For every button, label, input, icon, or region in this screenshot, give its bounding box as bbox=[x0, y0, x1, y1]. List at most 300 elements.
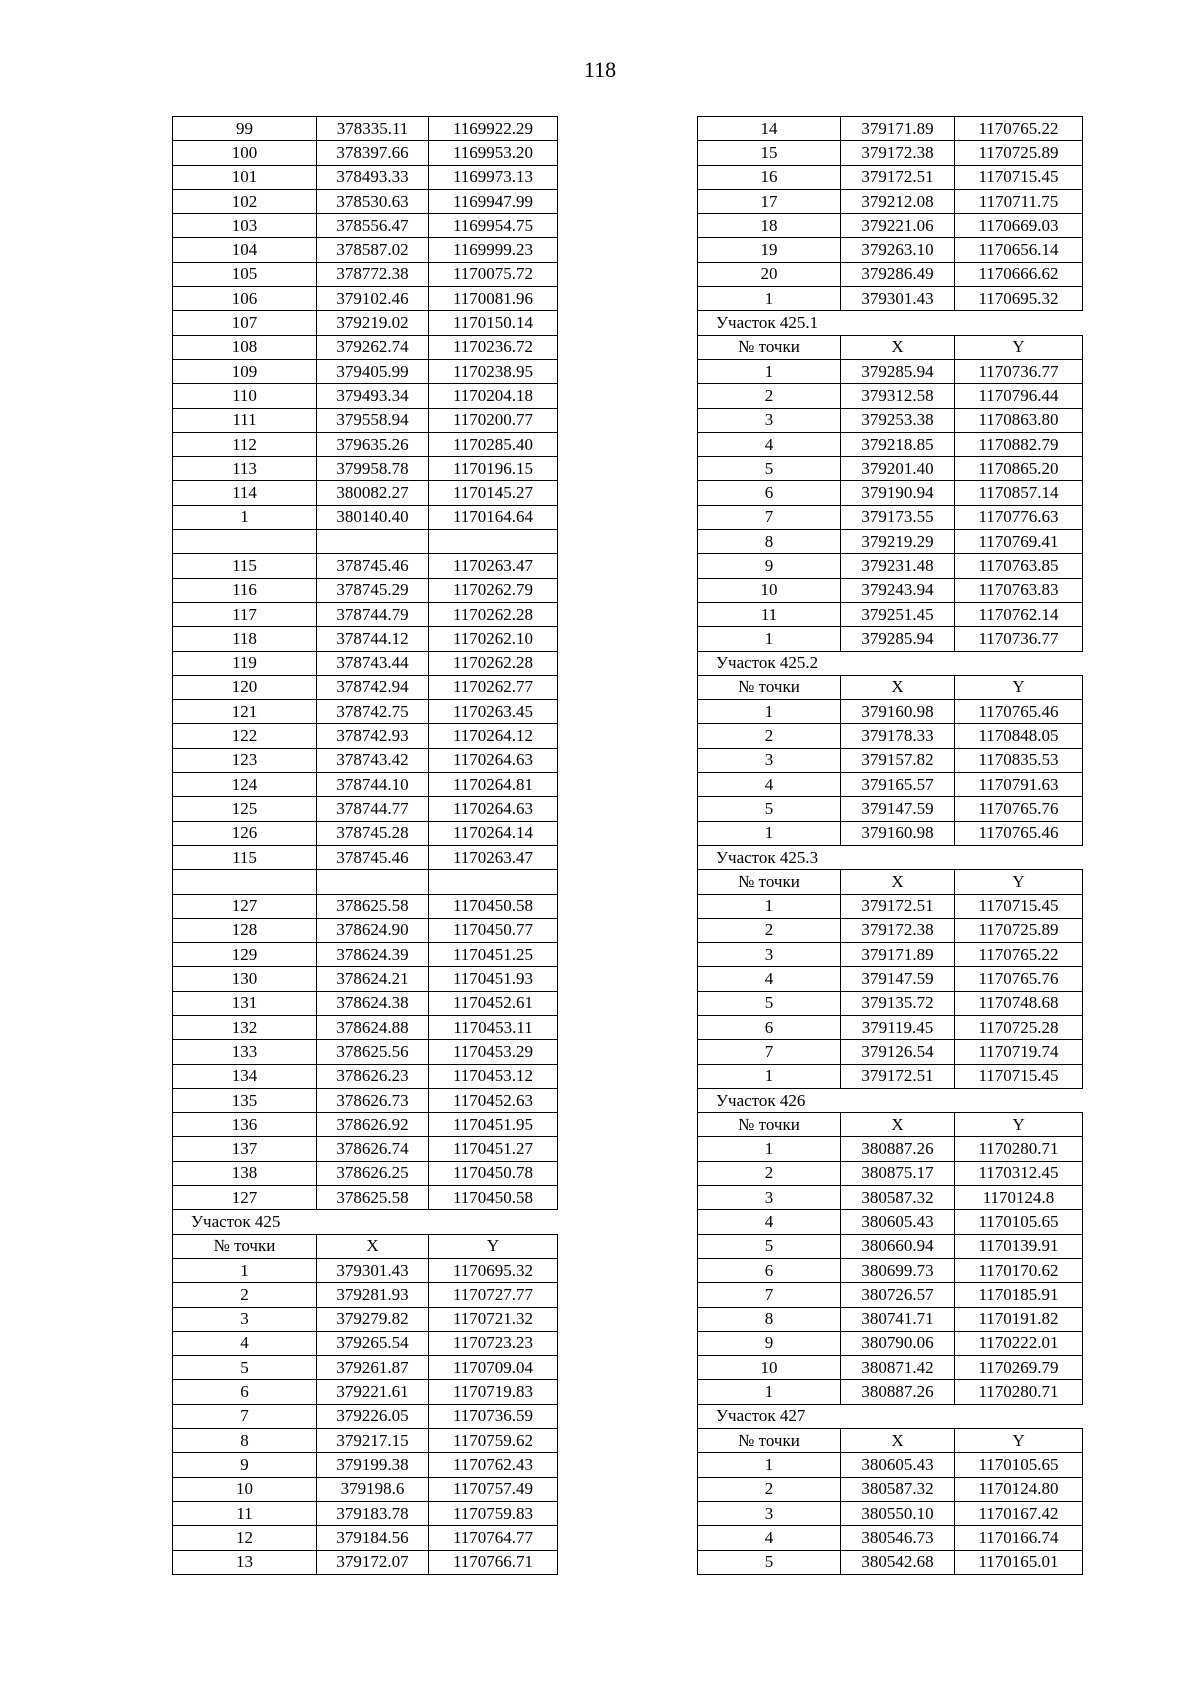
y-coordinate-cell: 1170451.27 bbox=[429, 1137, 558, 1161]
point-number-cell: 3 bbox=[698, 1501, 841, 1525]
y-coordinate-cell: 1170757.49 bbox=[429, 1477, 558, 1501]
y-coordinate-cell: 1170715.45 bbox=[955, 165, 1083, 189]
y-coordinate-cell: 1170263.47 bbox=[429, 554, 558, 578]
x-coordinate-cell: 379184.56 bbox=[317, 1526, 429, 1550]
y-coordinate-cell: 1170453.12 bbox=[429, 1064, 558, 1088]
x-coordinate-cell: 379405.99 bbox=[317, 359, 429, 383]
table-row bbox=[698, 1380, 1083, 1404]
table-row bbox=[698, 870, 1083, 894]
y-coordinate-cell: 1170765.46 bbox=[955, 821, 1083, 845]
table-row bbox=[698, 457, 1083, 481]
y-coordinate-cell: 1170848.05 bbox=[955, 724, 1083, 748]
empty-cell bbox=[841, 311, 955, 335]
point-number-cell: 110 bbox=[173, 384, 317, 408]
section-heading-row bbox=[698, 311, 1083, 335]
table-row bbox=[698, 554, 1083, 578]
point-number-cell: 130 bbox=[173, 967, 317, 991]
x-coordinate-cell: 378493.33 bbox=[317, 165, 429, 189]
y-coordinate-cell: 1170451.25 bbox=[429, 943, 558, 967]
empty-cell bbox=[841, 651, 955, 675]
y-coordinate-cell: 1170759.62 bbox=[429, 1429, 558, 1453]
table-row bbox=[698, 797, 1083, 821]
point-number-cell: 1 bbox=[173, 505, 317, 529]
point-number-cell: 1 bbox=[698, 287, 841, 311]
point-number-cell: 11 bbox=[698, 602, 841, 626]
x-coordinate-cell: 379157.82 bbox=[841, 748, 955, 772]
point-number-cell: 131 bbox=[173, 991, 317, 1015]
x-coordinate-cell: 379265.54 bbox=[317, 1331, 429, 1355]
point-number-cell: 102 bbox=[173, 189, 317, 213]
x-coordinate-cell: 378625.58 bbox=[317, 894, 429, 918]
table-row bbox=[173, 1550, 558, 1574]
point-number-cell: 4 bbox=[698, 1526, 841, 1550]
table-row bbox=[698, 943, 1083, 967]
y-coordinate-cell: 1170185.91 bbox=[955, 1283, 1083, 1307]
y-coordinate-cell: 1170450.78 bbox=[429, 1161, 558, 1185]
y-coordinate-cell: 1170769.41 bbox=[955, 530, 1083, 554]
y-coordinate-cell: 1170882.79 bbox=[955, 432, 1083, 456]
x-coordinate-cell: 379218.85 bbox=[841, 432, 955, 456]
x-coordinate-cell: 379226.05 bbox=[317, 1404, 429, 1428]
table-row bbox=[173, 1113, 558, 1137]
table-row bbox=[173, 943, 558, 967]
y-coordinate-cell: 1170748.68 bbox=[955, 991, 1083, 1015]
table-row bbox=[173, 457, 558, 481]
table-row bbox=[698, 1015, 1083, 1039]
x-coordinate-cell: 380082.27 bbox=[317, 481, 429, 505]
table-row bbox=[698, 991, 1083, 1015]
table-row bbox=[173, 1064, 558, 1088]
y-coordinate-cell: 1169973.13 bbox=[429, 165, 558, 189]
y-coordinate-cell: 1170765.22 bbox=[955, 117, 1083, 141]
x-coordinate-cell: 379160.98 bbox=[841, 700, 955, 724]
x-coordinate-cell: X bbox=[841, 1429, 955, 1453]
y-coordinate-cell: 1170725.28 bbox=[955, 1015, 1083, 1039]
table-row bbox=[173, 530, 558, 554]
x-coordinate-cell: 378624.88 bbox=[317, 1015, 429, 1039]
x-coordinate-cell: 380726.57 bbox=[841, 1283, 955, 1307]
y-coordinate-cell: 1170263.47 bbox=[429, 845, 558, 869]
x-coordinate-cell: 379221.61 bbox=[317, 1380, 429, 1404]
table-row bbox=[173, 311, 558, 335]
y-coordinate-cell: 1170264.63 bbox=[429, 797, 558, 821]
y-coordinate-cell: 1170075.72 bbox=[429, 262, 558, 286]
x-coordinate-cell: 380587.32 bbox=[841, 1186, 955, 1210]
y-coordinate-cell: 1170105.65 bbox=[955, 1210, 1083, 1234]
point-number-cell: 11 bbox=[173, 1501, 317, 1525]
section-heading: Участок 425.1 bbox=[698, 311, 841, 335]
y-coordinate-cell: Y bbox=[955, 675, 1083, 699]
x-coordinate-cell: 379102.46 bbox=[317, 287, 429, 311]
y-coordinate-cell: 1169947.99 bbox=[429, 189, 558, 213]
y-coordinate-cell: 1170105.65 bbox=[955, 1453, 1083, 1477]
table-row bbox=[698, 1331, 1083, 1355]
y-coordinate-cell: 1170451.95 bbox=[429, 1113, 558, 1137]
x-coordinate-cell: 379147.59 bbox=[841, 967, 955, 991]
point-number-cell: 120 bbox=[173, 675, 317, 699]
section-heading-row bbox=[698, 1404, 1083, 1428]
x-coordinate-cell: 379183.78 bbox=[317, 1501, 429, 1525]
table-row bbox=[173, 238, 558, 262]
point-number-cell: 8 bbox=[698, 530, 841, 554]
section-heading-row bbox=[698, 651, 1083, 675]
table-row bbox=[173, 408, 558, 432]
point-number-cell: 127 bbox=[173, 894, 317, 918]
y-coordinate-cell: 1170166.74 bbox=[955, 1526, 1083, 1550]
y-coordinate-cell: Y bbox=[955, 1429, 1083, 1453]
table-row bbox=[698, 384, 1083, 408]
point-number-cell: № точки bbox=[698, 335, 841, 359]
x-coordinate-cell: 379172.38 bbox=[841, 918, 955, 942]
x-coordinate-cell: 378626.23 bbox=[317, 1064, 429, 1088]
y-coordinate-cell: 1169999.23 bbox=[429, 238, 558, 262]
table-row bbox=[173, 214, 558, 238]
x-coordinate-cell: 379217.15 bbox=[317, 1429, 429, 1453]
table-row bbox=[698, 1210, 1083, 1234]
x-coordinate-cell: 378743.42 bbox=[317, 748, 429, 772]
section-heading: Участок 425.2 bbox=[698, 651, 841, 675]
table-row bbox=[173, 748, 558, 772]
table-row bbox=[173, 1429, 558, 1453]
x-coordinate-cell: 380546.73 bbox=[841, 1526, 955, 1550]
x-coordinate-cell: 379160.98 bbox=[841, 821, 955, 845]
point-number-cell: 2 bbox=[698, 1477, 841, 1501]
x-coordinate-cell: X bbox=[841, 335, 955, 359]
y-coordinate-cell: 1170264.14 bbox=[429, 821, 558, 845]
x-coordinate-cell: 379199.38 bbox=[317, 1453, 429, 1477]
x-coordinate-cell: 379172.38 bbox=[841, 141, 955, 165]
point-number-cell: 5 bbox=[698, 797, 841, 821]
x-coordinate-cell: 379312.58 bbox=[841, 384, 955, 408]
point-number-cell: 6 bbox=[698, 481, 841, 505]
x-coordinate-cell: 378742.94 bbox=[317, 675, 429, 699]
y-coordinate-cell: 1170719.83 bbox=[429, 1380, 558, 1404]
y-coordinate-cell: 1170759.83 bbox=[429, 1501, 558, 1525]
x-coordinate-cell: 378626.92 bbox=[317, 1113, 429, 1137]
y-coordinate-cell: 1170453.29 bbox=[429, 1040, 558, 1064]
point-number-cell: 126 bbox=[173, 821, 317, 845]
point-number-cell: 5 bbox=[698, 991, 841, 1015]
point-number-cell: 2 bbox=[698, 1161, 841, 1185]
y-coordinate-cell: 1170236.72 bbox=[429, 335, 558, 359]
y-coordinate-cell: 1170796.44 bbox=[955, 384, 1083, 408]
x-coordinate-cell: 378744.77 bbox=[317, 797, 429, 821]
coordinates-table-left bbox=[172, 116, 558, 1575]
y-coordinate-cell: 1170763.83 bbox=[955, 578, 1083, 602]
y-coordinate-cell: 1170285.40 bbox=[429, 432, 558, 456]
table-row bbox=[173, 1307, 558, 1331]
table-row bbox=[698, 748, 1083, 772]
point-number-cell: № точки bbox=[698, 870, 841, 894]
table-row bbox=[173, 432, 558, 456]
y-coordinate-cell bbox=[429, 870, 558, 894]
table-row bbox=[698, 602, 1083, 626]
point-number-cell: № точки bbox=[698, 1113, 841, 1137]
y-coordinate-cell bbox=[429, 530, 558, 554]
table-row bbox=[173, 700, 558, 724]
point-number-cell: 9 bbox=[698, 554, 841, 578]
point-number-cell: 6 bbox=[698, 1258, 841, 1282]
x-coordinate-cell: 380699.73 bbox=[841, 1258, 955, 1282]
y-coordinate-cell: 1170264.81 bbox=[429, 773, 558, 797]
x-coordinate-cell: 379119.45 bbox=[841, 1015, 955, 1039]
point-number-cell: 7 bbox=[698, 1283, 841, 1307]
y-coordinate-cell: 1170269.79 bbox=[955, 1356, 1083, 1380]
y-coordinate-cell: 1170263.45 bbox=[429, 700, 558, 724]
point-number-cell: 3 bbox=[698, 408, 841, 432]
y-coordinate-cell: 1170791.63 bbox=[955, 773, 1083, 797]
table-row bbox=[173, 821, 558, 845]
point-number-cell: 13 bbox=[173, 1550, 317, 1574]
table-row bbox=[173, 578, 558, 602]
table-row bbox=[698, 1258, 1083, 1282]
point-number-cell: 1 bbox=[698, 627, 841, 651]
table-row bbox=[173, 675, 558, 699]
x-coordinate-cell: 379198.6 bbox=[317, 1477, 429, 1501]
point-number-cell: 2 bbox=[698, 384, 841, 408]
x-coordinate-cell: 379171.89 bbox=[841, 943, 955, 967]
point-number-cell: 4 bbox=[698, 1210, 841, 1234]
x-coordinate-cell: 380587.32 bbox=[841, 1477, 955, 1501]
x-coordinate-cell: 379221.06 bbox=[841, 214, 955, 238]
x-coordinate-cell: 378625.56 bbox=[317, 1040, 429, 1064]
y-coordinate-cell: Y bbox=[955, 870, 1083, 894]
table-row bbox=[173, 1453, 558, 1477]
point-number-cell bbox=[173, 530, 317, 554]
table-row bbox=[698, 189, 1083, 213]
section-heading-row bbox=[698, 845, 1083, 869]
point-number-cell: 10 bbox=[698, 1356, 841, 1380]
point-number-cell: 100 bbox=[173, 141, 317, 165]
x-coordinate-cell: X bbox=[317, 1234, 429, 1258]
table-row bbox=[698, 359, 1083, 383]
point-number-cell: 107 bbox=[173, 311, 317, 335]
table-row bbox=[698, 1040, 1083, 1064]
x-coordinate-cell bbox=[317, 870, 429, 894]
y-coordinate-cell: 1170762.43 bbox=[429, 1453, 558, 1477]
y-coordinate-cell: Y bbox=[955, 335, 1083, 359]
table-row bbox=[698, 1526, 1083, 1550]
point-number-cell: № точки bbox=[173, 1234, 317, 1258]
table-row bbox=[173, 1404, 558, 1428]
point-number-cell: 1 bbox=[698, 700, 841, 724]
table-row bbox=[698, 1064, 1083, 1088]
y-coordinate-cell: 1170238.95 bbox=[429, 359, 558, 383]
table-row bbox=[698, 578, 1083, 602]
y-coordinate-cell: 1169954.75 bbox=[429, 214, 558, 238]
point-number-cell: 101 bbox=[173, 165, 317, 189]
table-row bbox=[173, 505, 558, 529]
table-row bbox=[698, 1113, 1083, 1137]
table-row bbox=[173, 918, 558, 942]
x-coordinate-cell: 379558.94 bbox=[317, 408, 429, 432]
x-coordinate-cell: 380660.94 bbox=[841, 1234, 955, 1258]
x-coordinate-cell: 379231.48 bbox=[841, 554, 955, 578]
x-coordinate-cell: 379251.45 bbox=[841, 602, 955, 626]
point-number-cell: 19 bbox=[698, 238, 841, 262]
point-number-cell: 18 bbox=[698, 214, 841, 238]
page-number: 118 bbox=[583, 57, 617, 82]
y-coordinate-cell: 1170196.15 bbox=[429, 457, 558, 481]
x-coordinate-cell: 378624.39 bbox=[317, 943, 429, 967]
point-number-cell: 123 bbox=[173, 748, 317, 772]
y-coordinate-cell: 1170167.42 bbox=[955, 1501, 1083, 1525]
y-coordinate-cell: 1170264.63 bbox=[429, 748, 558, 772]
empty-cell bbox=[429, 1210, 558, 1234]
y-coordinate-cell: 1170723.23 bbox=[429, 1331, 558, 1355]
point-number-cell: 119 bbox=[173, 651, 317, 675]
table-row bbox=[698, 821, 1083, 845]
table-row bbox=[173, 651, 558, 675]
table-row bbox=[698, 1137, 1083, 1161]
x-coordinate-cell: 379493.34 bbox=[317, 384, 429, 408]
point-number-cell: 7 bbox=[698, 1040, 841, 1064]
table-row bbox=[173, 1501, 558, 1525]
y-coordinate-cell: 1170865.20 bbox=[955, 457, 1083, 481]
point-number-cell: 1 bbox=[698, 1064, 841, 1088]
x-coordinate-cell: 379172.07 bbox=[317, 1550, 429, 1574]
x-coordinate-cell: 379635.26 bbox=[317, 432, 429, 456]
table-row bbox=[698, 165, 1083, 189]
empty-cell bbox=[841, 1404, 955, 1428]
table-row bbox=[173, 262, 558, 286]
point-number-cell: 20 bbox=[698, 262, 841, 286]
table-row bbox=[173, 189, 558, 213]
x-coordinate-cell: 378744.12 bbox=[317, 627, 429, 651]
x-coordinate-cell: 380871.42 bbox=[841, 1356, 955, 1380]
empty-cell bbox=[955, 1088, 1083, 1112]
x-coordinate-cell: X bbox=[841, 870, 955, 894]
y-coordinate-cell: 1170765.76 bbox=[955, 797, 1083, 821]
point-number-cell: 134 bbox=[173, 1064, 317, 1088]
y-coordinate-cell: 1170280.71 bbox=[955, 1137, 1083, 1161]
table-row bbox=[173, 894, 558, 918]
point-number-cell: 5 bbox=[173, 1356, 317, 1380]
table-row bbox=[698, 967, 1083, 991]
table-row bbox=[698, 238, 1083, 262]
y-coordinate-cell: 1170762.14 bbox=[955, 602, 1083, 626]
x-coordinate-cell: 379219.02 bbox=[317, 311, 429, 335]
point-number-cell: № точки bbox=[698, 1429, 841, 1453]
point-number-cell: 136 bbox=[173, 1113, 317, 1137]
y-coordinate-cell: 1170450.77 bbox=[429, 918, 558, 942]
point-number-cell: 1 bbox=[173, 1258, 317, 1282]
x-coordinate-cell: 378556.47 bbox=[317, 214, 429, 238]
x-coordinate-cell: 380741.71 bbox=[841, 1307, 955, 1331]
table-row bbox=[173, 845, 558, 869]
y-coordinate-cell: 1169922.29 bbox=[429, 117, 558, 141]
x-coordinate-cell: 378744.10 bbox=[317, 773, 429, 797]
table-row bbox=[173, 797, 558, 821]
point-number-cell: 16 bbox=[698, 165, 841, 189]
point-number-cell: 1 bbox=[698, 821, 841, 845]
y-coordinate-cell: 1170736.77 bbox=[955, 359, 1083, 383]
x-coordinate-cell: 379263.10 bbox=[841, 238, 955, 262]
x-coordinate-cell: 378626.73 bbox=[317, 1088, 429, 1112]
x-coordinate-cell: 379279.82 bbox=[317, 1307, 429, 1331]
coordinates-table-right bbox=[697, 116, 1083, 1575]
point-number-cell: 127 bbox=[173, 1186, 317, 1210]
x-coordinate-cell: 379243.94 bbox=[841, 578, 955, 602]
point-number-cell: № точки bbox=[698, 675, 841, 699]
point-number-cell: 5 bbox=[698, 1234, 841, 1258]
point-number-cell: 111 bbox=[173, 408, 317, 432]
y-coordinate-cell: 1170452.61 bbox=[429, 991, 558, 1015]
y-coordinate-cell: 1170452.63 bbox=[429, 1088, 558, 1112]
table-row bbox=[698, 1501, 1083, 1525]
y-coordinate-cell: 1170721.32 bbox=[429, 1307, 558, 1331]
x-coordinate-cell: 378335.11 bbox=[317, 117, 429, 141]
y-coordinate-cell: 1170763.85 bbox=[955, 554, 1083, 578]
point-number-cell: 3 bbox=[173, 1307, 317, 1331]
point-number-cell: 4 bbox=[698, 773, 841, 797]
x-coordinate-cell: 379201.40 bbox=[841, 457, 955, 481]
y-coordinate-cell: 1170725.89 bbox=[955, 918, 1083, 942]
point-number-cell: 124 bbox=[173, 773, 317, 797]
table-row bbox=[698, 627, 1083, 651]
table-row bbox=[698, 287, 1083, 311]
table-row bbox=[698, 530, 1083, 554]
x-coordinate-cell: 380790.06 bbox=[841, 1331, 955, 1355]
y-coordinate-cell: 1170170.62 bbox=[955, 1258, 1083, 1282]
y-coordinate-cell: 1170451.93 bbox=[429, 967, 558, 991]
section-heading: Участок 427 bbox=[698, 1404, 841, 1428]
point-number-cell: 115 bbox=[173, 845, 317, 869]
x-coordinate-cell: 378742.93 bbox=[317, 724, 429, 748]
x-coordinate-cell: 379178.33 bbox=[841, 724, 955, 748]
table-row bbox=[173, 165, 558, 189]
table-row bbox=[173, 1258, 558, 1282]
x-coordinate-cell: 379165.57 bbox=[841, 773, 955, 797]
table-row bbox=[173, 141, 558, 165]
x-coordinate-cell: 378530.63 bbox=[317, 189, 429, 213]
table-row bbox=[173, 773, 558, 797]
empty-cell bbox=[955, 651, 1083, 675]
x-coordinate-cell: 379958.78 bbox=[317, 457, 429, 481]
table-row bbox=[698, 141, 1083, 165]
table-row bbox=[698, 1307, 1083, 1331]
y-coordinate-cell: 1170695.32 bbox=[429, 1258, 558, 1282]
x-coordinate-cell: 379173.55 bbox=[841, 505, 955, 529]
point-number-cell: 9 bbox=[173, 1453, 317, 1477]
table-row bbox=[173, 287, 558, 311]
point-number-cell: 113 bbox=[173, 457, 317, 481]
x-coordinate-cell: 379172.51 bbox=[841, 894, 955, 918]
point-number-cell: 2 bbox=[698, 918, 841, 942]
y-coordinate-cell: 1170150.14 bbox=[429, 311, 558, 335]
y-coordinate-cell: 1170262.28 bbox=[429, 651, 558, 675]
point-number-cell: 6 bbox=[698, 1015, 841, 1039]
point-number-cell: 104 bbox=[173, 238, 317, 262]
y-coordinate-cell: 1170165.01 bbox=[955, 1550, 1083, 1574]
x-coordinate-cell: 378587.02 bbox=[317, 238, 429, 262]
y-coordinate-cell: 1170765.46 bbox=[955, 700, 1083, 724]
y-coordinate-cell: 1170863.80 bbox=[955, 408, 1083, 432]
y-coordinate-cell: Y bbox=[429, 1234, 558, 1258]
point-number-cell: 4 bbox=[698, 432, 841, 456]
point-number-cell: 4 bbox=[173, 1331, 317, 1355]
table-row bbox=[173, 1137, 558, 1161]
y-coordinate-cell: 1170666.62 bbox=[955, 262, 1083, 286]
table-row bbox=[173, 991, 558, 1015]
empty-cell bbox=[841, 845, 955, 869]
table-row bbox=[173, 1234, 558, 1258]
x-coordinate-cell: 379285.94 bbox=[841, 627, 955, 651]
x-coordinate-cell: 378397.66 bbox=[317, 141, 429, 165]
y-coordinate-cell: 1170719.74 bbox=[955, 1040, 1083, 1064]
y-coordinate-cell: 1170222.01 bbox=[955, 1331, 1083, 1355]
table-row bbox=[173, 1161, 558, 1185]
